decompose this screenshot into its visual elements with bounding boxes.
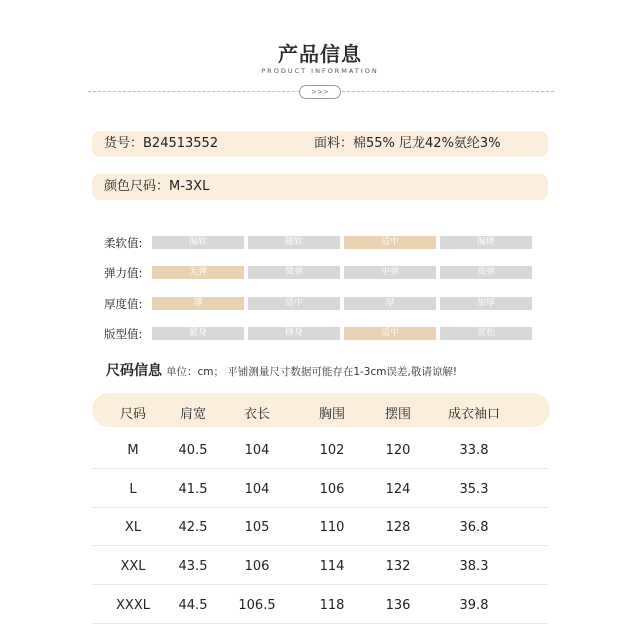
table-cell: 44.5 [178,598,208,613]
attribute-option-chip: 薄 [152,297,244,310]
table-cell: XL [124,520,142,535]
table-cell: 106 [244,559,270,574]
table-cell: 102 [319,443,345,458]
color-size-text: 颜色尺码：M-3XL [104,179,210,194]
table-cell: 104 [244,443,270,458]
table-cell: 40.5 [178,443,208,458]
page-title: 产品信息 [278,42,362,66]
attribute-option-chip: 紧身 [152,327,244,340]
table-cell: 120 [385,443,411,458]
attribute-option-chip: 厚 [344,297,436,310]
table-row-divider [92,545,548,546]
attribute-option-chip: 适中 [344,327,436,340]
table-cell: L [129,482,137,497]
table-cell: 41.5 [178,482,208,497]
size-info-heading: 尺码信息 [106,363,162,379]
attribute-label: 柔软值: [104,236,143,250]
table-header-cell: 成衣袖口 [447,407,500,422]
table-cell: 39.8 [459,598,489,613]
table-cell: 128 [385,520,411,535]
attribute-option-chip: 偏硬 [440,236,532,249]
table-cell: 104 [244,482,270,497]
attribute-label: 厚度值: [104,297,143,311]
attribute-option-chip: 高弹 [440,266,532,279]
size-info-note: 单位：cm； 平铺测量尺寸数据可能存在1-3cm误差,敬请谅解! [166,366,458,378]
table-cell: 105 [244,520,270,535]
table-header-cell: 胸围 [318,407,345,422]
table-cell: 43.5 [178,559,208,574]
table-header-cell: 尺码 [119,407,146,422]
attribute-option-chip: 宽松 [440,327,532,340]
table-cell: 124 [385,482,411,497]
table-cell: 114 [319,559,345,574]
table-cell: 136 [385,598,411,613]
attribute-option-chip: 修身 [248,327,340,340]
attribute-option-chip: 微弹 [248,266,340,279]
info-bar-sku-fabric [92,131,548,157]
table-row-divider [92,623,548,624]
table-cell: XXXL [116,598,150,613]
arrow-icon: >>> [299,85,341,99]
table-cell: 118 [319,598,345,613]
attribute-option-chip: 适中 [344,236,436,249]
table-row-divider [92,468,548,469]
table-cell: 132 [385,559,411,574]
table-cell: 106 [319,482,345,497]
attribute-option-chip: 加厚 [440,297,532,310]
table-header-cell: 肩宽 [179,407,206,422]
table-cell: 106.5 [238,598,276,613]
attribute-option-chip: 无弹 [152,266,244,279]
table-cell: 42.5 [178,520,208,535]
table-cell: 38.3 [459,559,489,574]
attribute-option-chip: 中弹 [344,266,436,279]
table-cell: XXL [120,559,146,574]
fabric-text: 面料：棉55% 尼龙42%氨纶3% [314,136,501,151]
attribute-option-chip: 偏软 [152,236,244,249]
table-cell: 36.8 [459,520,489,535]
attribute-label: 弹力值: [104,266,143,280]
attribute-label: 版型值: [104,327,143,341]
attribute-option-chip: 适中 [248,297,340,310]
table-row-divider [92,507,548,508]
page-subtitle: PRODUCT INFORMATION [261,67,379,75]
table-cell: M [127,443,139,458]
sku-text: 货号：B24513552 [104,136,219,151]
table-cell: 35.3 [459,482,489,497]
table-row-divider [92,584,548,585]
table-header-cell: 摆围 [384,407,411,422]
info-bar-color-size [92,174,548,200]
table-cell: 110 [319,520,345,535]
table-cell: 33.8 [459,443,489,458]
attribute-option-chip: 随软 [248,236,340,249]
table-header-cell: 衣长 [243,407,270,422]
